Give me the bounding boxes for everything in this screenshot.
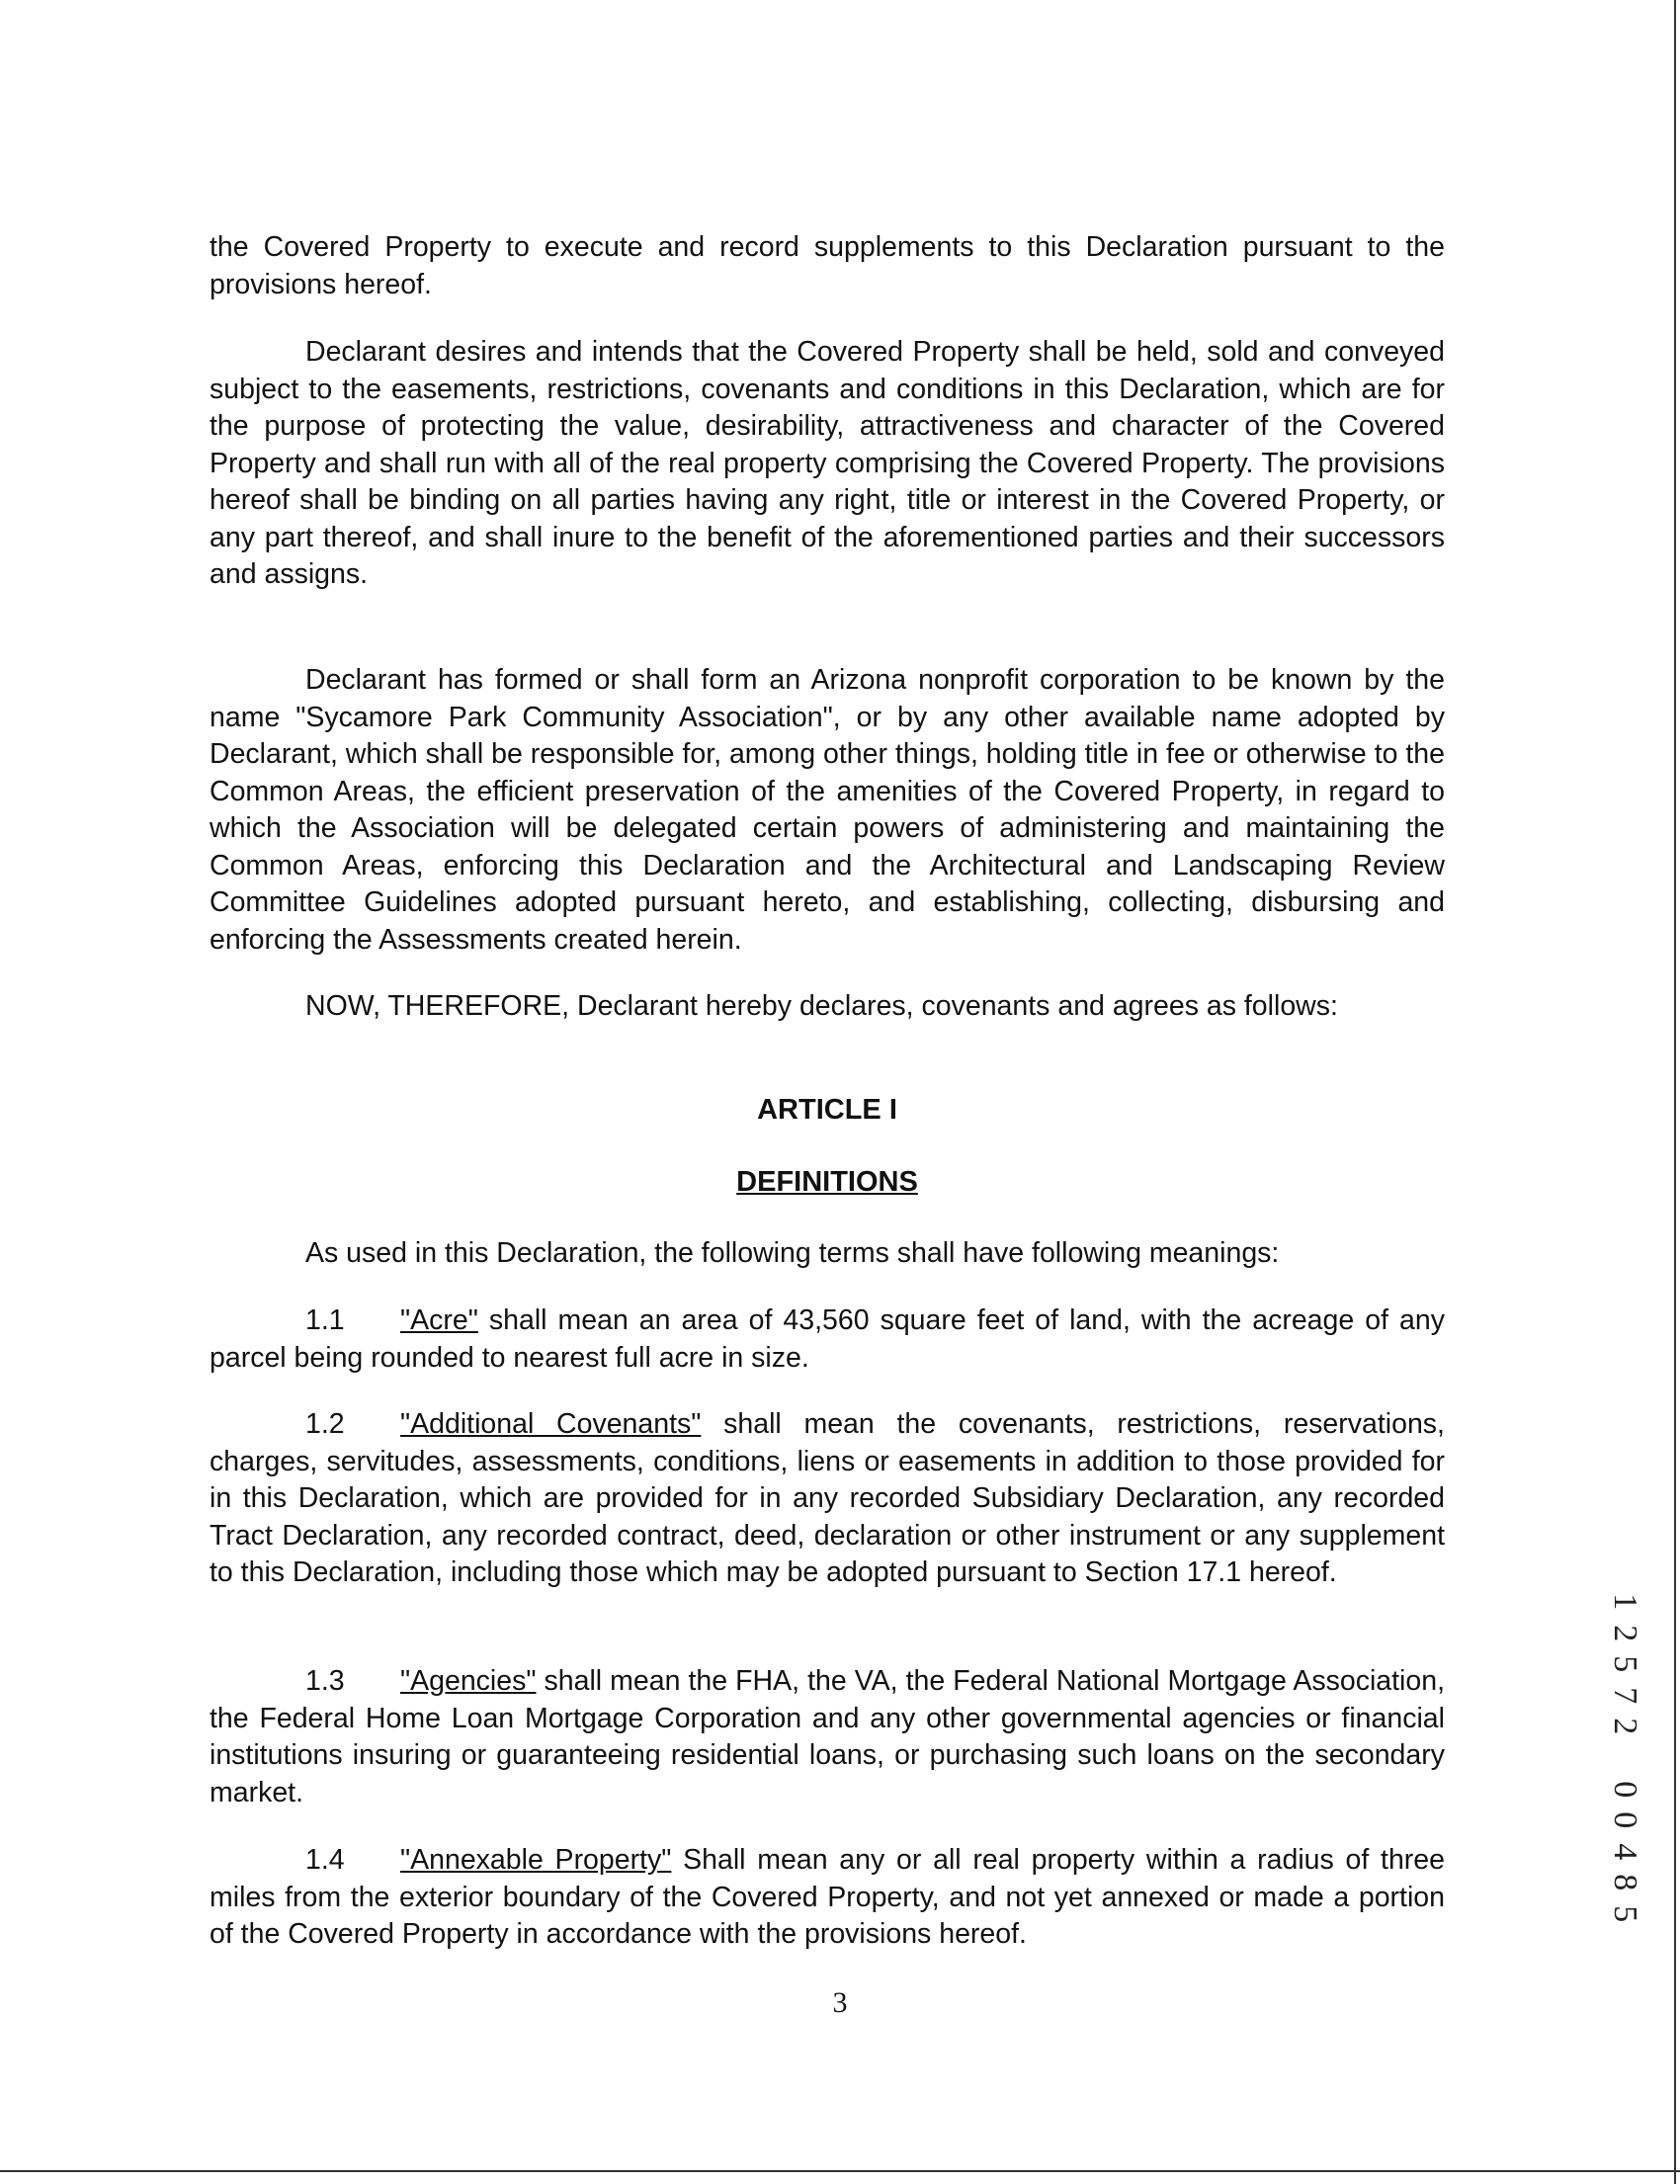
body-text-2: [210, 334, 1445, 594]
definition-block-1: [210, 1302, 1445, 1377]
body-text-3: [210, 662, 1445, 959]
side-record-digit: 4: [1606, 1843, 1643, 1861]
definition-term: "Annexable Property": [400, 1844, 672, 1876]
paragraph-intro-continued: the Covered Property to execute and record supplements to this Declaration pursuant to the provisions hereof.: [210, 231, 1445, 300]
definition-number: 1.4: [305, 1844, 345, 1876]
article-title: ARTICLE I: [757, 1094, 897, 1126]
body-text-4: [210, 988, 1445, 1026]
definition-1-2: [210, 1406, 1445, 1592]
article-subtitle: DEFINITIONS: [736, 1166, 918, 1198]
paragraph-declarant-desires: Declarant desires and intends that the Covered Property shall be held, sold and conveyed subject to the easements, restrictions, covenants and conditions in this Declaration, which are for the purpose of protecting the value, desirability, attractiveness and character of the Covered Property and shall run with all of the real property comprising the Covered Property. The provisions hereof shall be binding on all parties having any right, title or interest in the Covered Property, or any part thereof, and shall inure to the benefit of the aforementioned parties and their successors and assigns.: [210, 336, 1445, 590]
scan-edge-bottom: [0, 2170, 1680, 2172]
side-record-digit: 0: [1606, 1811, 1643, 1829]
body-text: [210, 229, 1445, 303]
page-number: 3: [832, 1986, 848, 2019]
definition-term: "Additional Covenants": [400, 1408, 702, 1440]
side-record-digit: 2: [1606, 1718, 1643, 1735]
definition-block-4: [210, 1842, 1445, 1954]
side-record-digit: 8: [1606, 1874, 1643, 1891]
side-record-digit: 5: [1606, 1655, 1643, 1673]
definition-1-1: [210, 1302, 1445, 1377]
side-record-digit: 5: [1606, 1905, 1643, 1923]
definition-1-4: [210, 1842, 1445, 1954]
definition-term: "Agencies": [400, 1665, 537, 1697]
side-record-digit: 1: [1606, 1593, 1643, 1611]
definitions-intro: As used in this Declaration, the following terms shall have following meanings:: [305, 1237, 1280, 1269]
definition-number: 1.2: [305, 1408, 345, 1440]
side-record-digit: 2: [1606, 1624, 1643, 1641]
definition-number: 1.1: [305, 1304, 345, 1336]
definition-number: 1.3: [305, 1665, 345, 1697]
scan-edge-right: [1674, 0, 1676, 2184]
definition-block-2: [210, 1406, 1445, 1592]
definition-term: "Acre": [400, 1304, 478, 1336]
definition-1-3: [210, 1663, 1445, 1811]
definition-text: Shall mean any or all real property within a radius of three miles from the exterior boundary of the Covered Property, and not yet annexed or made a portion of the Covered Property in accordance with the provisions hereof.: [210, 1844, 1445, 1950]
paragraph-association: Declarant has formed or shall form an Arizona nonprofit corporation to be known by the name "Sycamore Park Community Association", or by any other available name adopted by Declarant, which shall be responsible for, among other things, holding title in fee or otherwise to the Common Areas, the efficient preservation of the amenities of the Covered Property, in regard to which the Association will be delegated certain powers of administering and maintaining the Common Areas, enforcing this Declaration and the Architectural and Landscaping Review Committee Guidelines adopted pursuant hereto, and establishing, collecting, disbursing and enforcing the Assessments created herein.: [210, 664, 1445, 956]
definition-text: shall mean the covenants, restrictions, reservations, charges, servitudes, assessments, conditions, liens or easements in addition to those provided for in this Declaration, which are provided for in any recorded Subsidiary Declaration, any recorded Tract Declaration, any recorded contract, deed, declaration or other instrument or any supplement to this Declaration, including those which may be adopted pursuant to Section 17.1 hereof.: [210, 1408, 1445, 1588]
side-record-digit: 7: [1606, 1687, 1643, 1705]
body-text-5: [210, 1235, 1445, 1273]
definition-block-3: [210, 1663, 1445, 1811]
side-record-number: [1605, 1586, 1644, 1930]
definition-text: shall mean an area of 43,560 square feet of land, with the acreage of any parcel being rounded to nearest full acre in size.: [210, 1304, 1445, 1374]
side-record-digit: 0: [1606, 1780, 1643, 1798]
definition-text: shall mean the FHA, the VA, the Federal National Mortgage Association, the Federal Home Loan Mortgage Corporation and any other governmental agencies or financial institutions insuring or guaranteeing residential loans, or purchasing such loans on the secondary market.: [210, 1665, 1445, 1808]
paragraph-now-therefore: NOW, THEREFORE, Declarant hereby declares, covenants and agrees as follows:: [305, 990, 1338, 1022]
